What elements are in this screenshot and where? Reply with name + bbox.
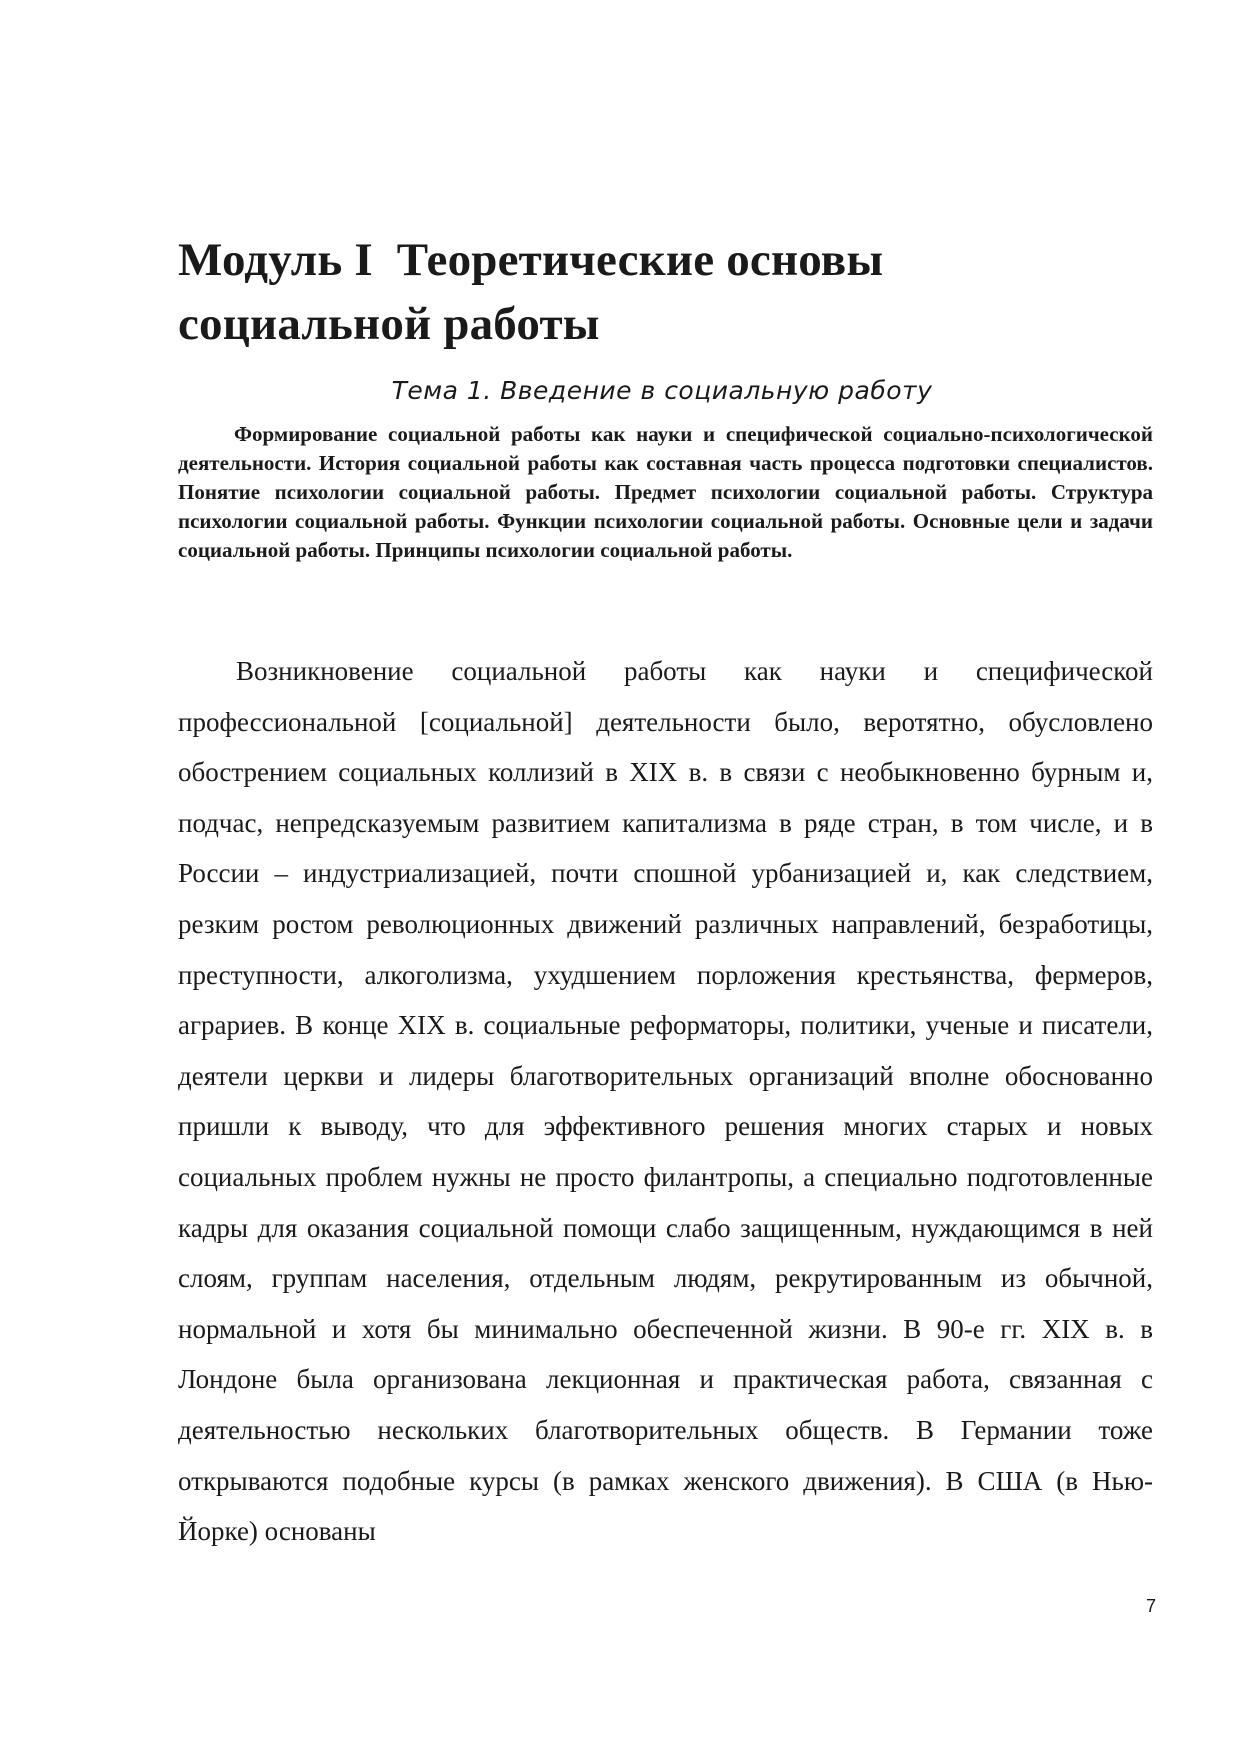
body-paragraph: Возникновение социальной работы как науки и специфической профессиональной [социальной] деятельности было, веротятно, обусловлено обострением социальных коллизий в XIX в. в связи с необыкновенно бурным и, подчас, непредсказуемым развитием капитализма в ряде стран, в том числе, и в России – индустриализацией, почти спошной урбанизацией и, как следствием, резким ростом революционных движений различных направлений, безработицы, преступности, алкоголизма, ухудшением порложения крестьянства, фермеров, аграриев. В конце XIX в. социальные реформаторы, политики, ученые и писатели, деятели церкви и лидеры благотворительных организаций вполне обоснованно пришли к выводу, что для эффективного решения многих старых и новых социальных проблем нужны не просто филантропы, а специально подготовленные кадры для оказания социальной помощи слабо защищенным, нуждающимся в ней слоям, группам населения, отдельным людям, рекрутированным из обычной, нормальной и хотя бы минимально обеспеченной жизни. В 90-е гг. XIX в. в Лондоне была организована лекционная и практическая работа, связанная с деятельностью нескольких благотворительных обществ. В Германии тоже открываются подобные курсы (в рамках женского движения). В США (в Нью-Йорке) основаны bbox=[178, 656, 1153, 1547]
page-number: 7 bbox=[1145, 1596, 1156, 1616]
module-title-line-2: социальной работы bbox=[178, 298, 600, 350]
module-title bbox=[178, 228, 1078, 356]
topic-title: Тема 1. Введение в социальную работу bbox=[391, 376, 933, 405]
topic-abstract: Формирование социальной работы как науки и специфической социально-психологической деятельности. История социальной работы как составная часть процесса подготовки специалистов. Понятие психологии социальной работы. Предмет психологии социальной работы. Структура психологии социальной работы. Функции психологии социальной работы. Основные цели и задачи социальной работы. Принципы психологии социальной работы. bbox=[178, 422, 1153, 562]
module-title-line-1: Модуль I Теоретические основы bbox=[178, 234, 884, 286]
